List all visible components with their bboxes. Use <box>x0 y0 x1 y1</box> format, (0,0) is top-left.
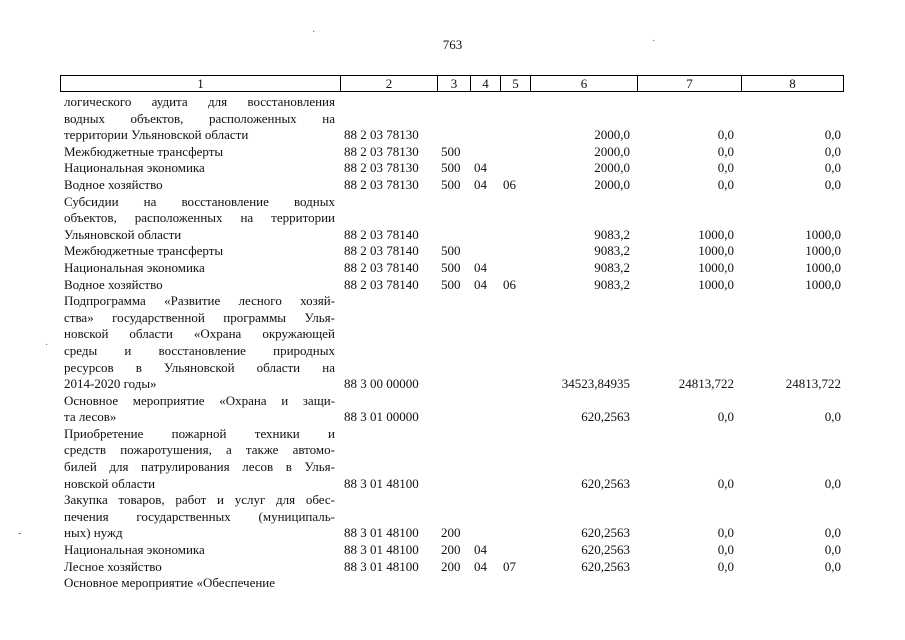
cell-expense-type: 500 <box>441 259 461 275</box>
table-row <box>0 160 905 177</box>
column-header: 8 <box>742 76 844 92</box>
table-row <box>0 293 905 393</box>
cell-expense-type: 200 <box>441 542 461 558</box>
cell-amount-col8: 0,0 <box>824 542 841 558</box>
cell-program-code: 88 3 01 48100 <box>344 542 419 558</box>
cell-amount-col8: 0,0 <box>824 127 841 143</box>
cell-name-line: ства» государственной программы Улья- <box>64 309 335 325</box>
cell-amount-col7: 0,0 <box>717 542 734 558</box>
cell-amount-col7: 0,0 <box>717 176 734 192</box>
cell-amount-col7: 0,0 <box>717 160 734 176</box>
cell-amount-col6: 620,2563 <box>581 542 630 558</box>
cell-amount-col8: 0,0 <box>824 143 841 159</box>
cell-amount-col7: 1000,0 <box>698 243 734 259</box>
budget-table-body <box>0 94 905 592</box>
cell-amount-col7: 0,0 <box>717 558 734 574</box>
column-header: 4 <box>471 76 501 92</box>
cell-name-line: Межбюджетные трансферты <box>64 243 224 259</box>
cell-subsection: 06 <box>503 176 516 192</box>
table-row <box>0 243 905 260</box>
cell-amount-col8: 24813,722 <box>785 376 841 392</box>
cell-amount-col7: 1000,0 <box>698 226 734 242</box>
cell-section: 04 <box>474 276 487 292</box>
cell-amount-col7: 0,0 <box>717 409 734 425</box>
cell-program-code: 88 2 03 78130 <box>344 127 419 143</box>
table-row <box>0 426 905 492</box>
cell-subsection: 06 <box>503 276 516 292</box>
table-row <box>0 393 905 426</box>
cell-name-line: новской области «Охрана окружающей <box>64 326 335 342</box>
table-row <box>0 492 905 542</box>
cell-amount-col7: 1000,0 <box>698 259 734 275</box>
cell-amount-col8: 0,0 <box>824 160 841 176</box>
cell-section: 04 <box>474 160 487 176</box>
cell-amount-col8: 1000,0 <box>805 243 841 259</box>
cell-expense-type: 500 <box>441 176 461 192</box>
cell-name-line: средств пожаротушения, а также автомо- <box>64 442 335 458</box>
cell-name-line: Субсидии на восстановление водных <box>64 193 335 209</box>
column-header: 3 <box>438 76 471 92</box>
cell-program-code: 88 3 01 00000 <box>344 409 419 425</box>
cell-amount-col6: 2000,0 <box>594 176 630 192</box>
cell-amount-col6: 620,2563 <box>581 558 630 574</box>
cell-section: 04 <box>474 176 487 192</box>
scan-speck: · <box>45 340 49 351</box>
cell-amount-col6: 620,2563 <box>581 409 630 425</box>
cell-program-code: 88 2 03 78130 <box>344 160 419 176</box>
cell-amount-col6: 620,2563 <box>581 475 630 491</box>
cell-amount-col6: 9083,2 <box>594 259 630 275</box>
cell-amount-col6: 9083,2 <box>594 226 630 242</box>
cell-program-code: 88 2 03 78130 <box>344 176 419 192</box>
cell-expense-type: 200 <box>441 558 461 574</box>
cell-name-line: та лесов» <box>64 409 117 425</box>
cell-name-line: Основное мероприятие «Обеспечение <box>64 575 276 591</box>
cell-name-line: Лесное хозяйство <box>64 558 162 574</box>
cell-program-code: 88 2 03 78140 <box>344 243 419 259</box>
cell-section: 04 <box>474 558 487 574</box>
cell-section: 04 <box>474 542 487 558</box>
cell-amount-col7: 0,0 <box>717 127 734 143</box>
table-row <box>0 542 905 559</box>
cell-amount-col8: 1000,0 <box>805 259 841 275</box>
cell-expense-type: 500 <box>441 243 461 259</box>
cell-name-line: 2014-2020 годы» <box>64 376 157 392</box>
cell-section: 04 <box>474 259 487 275</box>
cell-name-line: Национальная экономика <box>64 259 205 275</box>
cell-expense-type: 500 <box>441 160 461 176</box>
cell-amount-col7: 0,0 <box>717 475 734 491</box>
cell-program-code: 88 3 01 48100 <box>344 558 419 574</box>
cell-name-line: Водное хозяйство <box>64 176 163 192</box>
cell-name-line: Национальная экономика <box>64 160 205 176</box>
cell-program-code: 88 2 03 78140 <box>344 276 419 292</box>
cell-amount-col6: 2000,0 <box>594 143 630 159</box>
cell-program-code: 88 3 01 48100 <box>344 475 419 491</box>
column-header: 1 <box>61 76 341 92</box>
cell-name-line: Приобретение пожарной техники и <box>64 425 335 441</box>
cell-amount-col8: 0,0 <box>824 525 841 541</box>
cell-amount-col8: 1000,0 <box>805 226 841 242</box>
table-row <box>0 559 905 576</box>
cell-name-line: билей для патрулирования лесов в Улья- <box>64 459 335 475</box>
cell-name-line: Закупка товаров, работ и услуг для обес- <box>64 492 335 508</box>
column-header-row <box>61 76 844 92</box>
table-row <box>0 177 905 194</box>
table-row <box>0 94 905 144</box>
cell-name-line: Ульяновской области <box>64 226 182 242</box>
page-number: 763 <box>442 37 463 52</box>
cell-name-line: объектов, расположенных на территории <box>64 210 335 226</box>
cell-name-line: печения государственных (муниципаль- <box>64 508 335 524</box>
cell-program-code: 88 3 01 48100 <box>344 525 419 541</box>
cell-amount-col6: 9083,2 <box>594 243 630 259</box>
cell-name-line: ных) нужд <box>64 525 123 541</box>
cell-amount-col7: 24813,722 <box>678 376 734 392</box>
cell-name-line: территории Ульяновской области <box>64 127 249 143</box>
column-header: 6 <box>531 76 638 92</box>
cell-name-line: среды и восстановление природных <box>64 342 335 358</box>
cell-name-line: новской области <box>64 475 156 491</box>
cell-name-line: водных объектов, расположенных на <box>64 110 335 126</box>
column-header-table <box>60 75 844 92</box>
cell-name-line: Межбюджетные трансферты <box>64 143 224 159</box>
cell-name-line: логического аудита для восстановления <box>64 94 335 109</box>
cell-amount-col8: 0,0 <box>824 475 841 491</box>
scan-speck: - <box>18 528 22 539</box>
cell-name-line: Национальная экономика <box>64 542 205 558</box>
cell-name-line: Водное хозяйство <box>64 276 163 292</box>
scan-speck: · <box>312 27 316 38</box>
table-row <box>0 194 905 244</box>
scan-speck: · <box>652 36 656 47</box>
cell-program-code: 88 2 03 78130 <box>344 143 419 159</box>
cell-expense-type: 200 <box>441 525 461 541</box>
cell-amount-col8: 0,0 <box>824 558 841 574</box>
cell-amount-col7: 0,0 <box>717 525 734 541</box>
cell-amount-col8: 0,0 <box>824 176 841 192</box>
cell-amount-col6: 620,2563 <box>581 525 630 541</box>
cell-amount-col8: 1000,0 <box>805 276 841 292</box>
cell-program-code: 88 2 03 78140 <box>344 226 419 242</box>
cell-amount-col6: 2000,0 <box>594 160 630 176</box>
cell-amount-col7: 1000,0 <box>698 276 734 292</box>
table-row <box>0 575 905 592</box>
cell-expense-type: 500 <box>441 143 461 159</box>
column-header: 2 <box>341 76 438 92</box>
column-header: 5 <box>501 76 531 92</box>
cell-amount-col6: 34523,84935 <box>561 376 630 392</box>
cell-name-line: Основное мероприятие «Охрана и защи- <box>64 392 335 408</box>
cell-amount-col8: 0,0 <box>824 409 841 425</box>
cell-amount-col6: 2000,0 <box>594 127 630 143</box>
table-row <box>0 144 905 161</box>
cell-name-line: Подпрограмма «Развитие лесного хозяй- <box>64 293 335 309</box>
cell-amount-col6: 9083,2 <box>594 276 630 292</box>
table-row <box>0 260 905 277</box>
cell-amount-col7: 0,0 <box>717 143 734 159</box>
cell-program-code: 88 2 03 78140 <box>344 259 419 275</box>
cell-name-line: ресурсов в Ульяновской области на <box>64 359 335 375</box>
table-row <box>0 277 905 294</box>
cell-program-code: 88 3 00 00000 <box>344 376 419 392</box>
cell-subsection: 07 <box>503 558 516 574</box>
cell-expense-type: 500 <box>441 276 461 292</box>
column-header: 7 <box>638 76 742 92</box>
